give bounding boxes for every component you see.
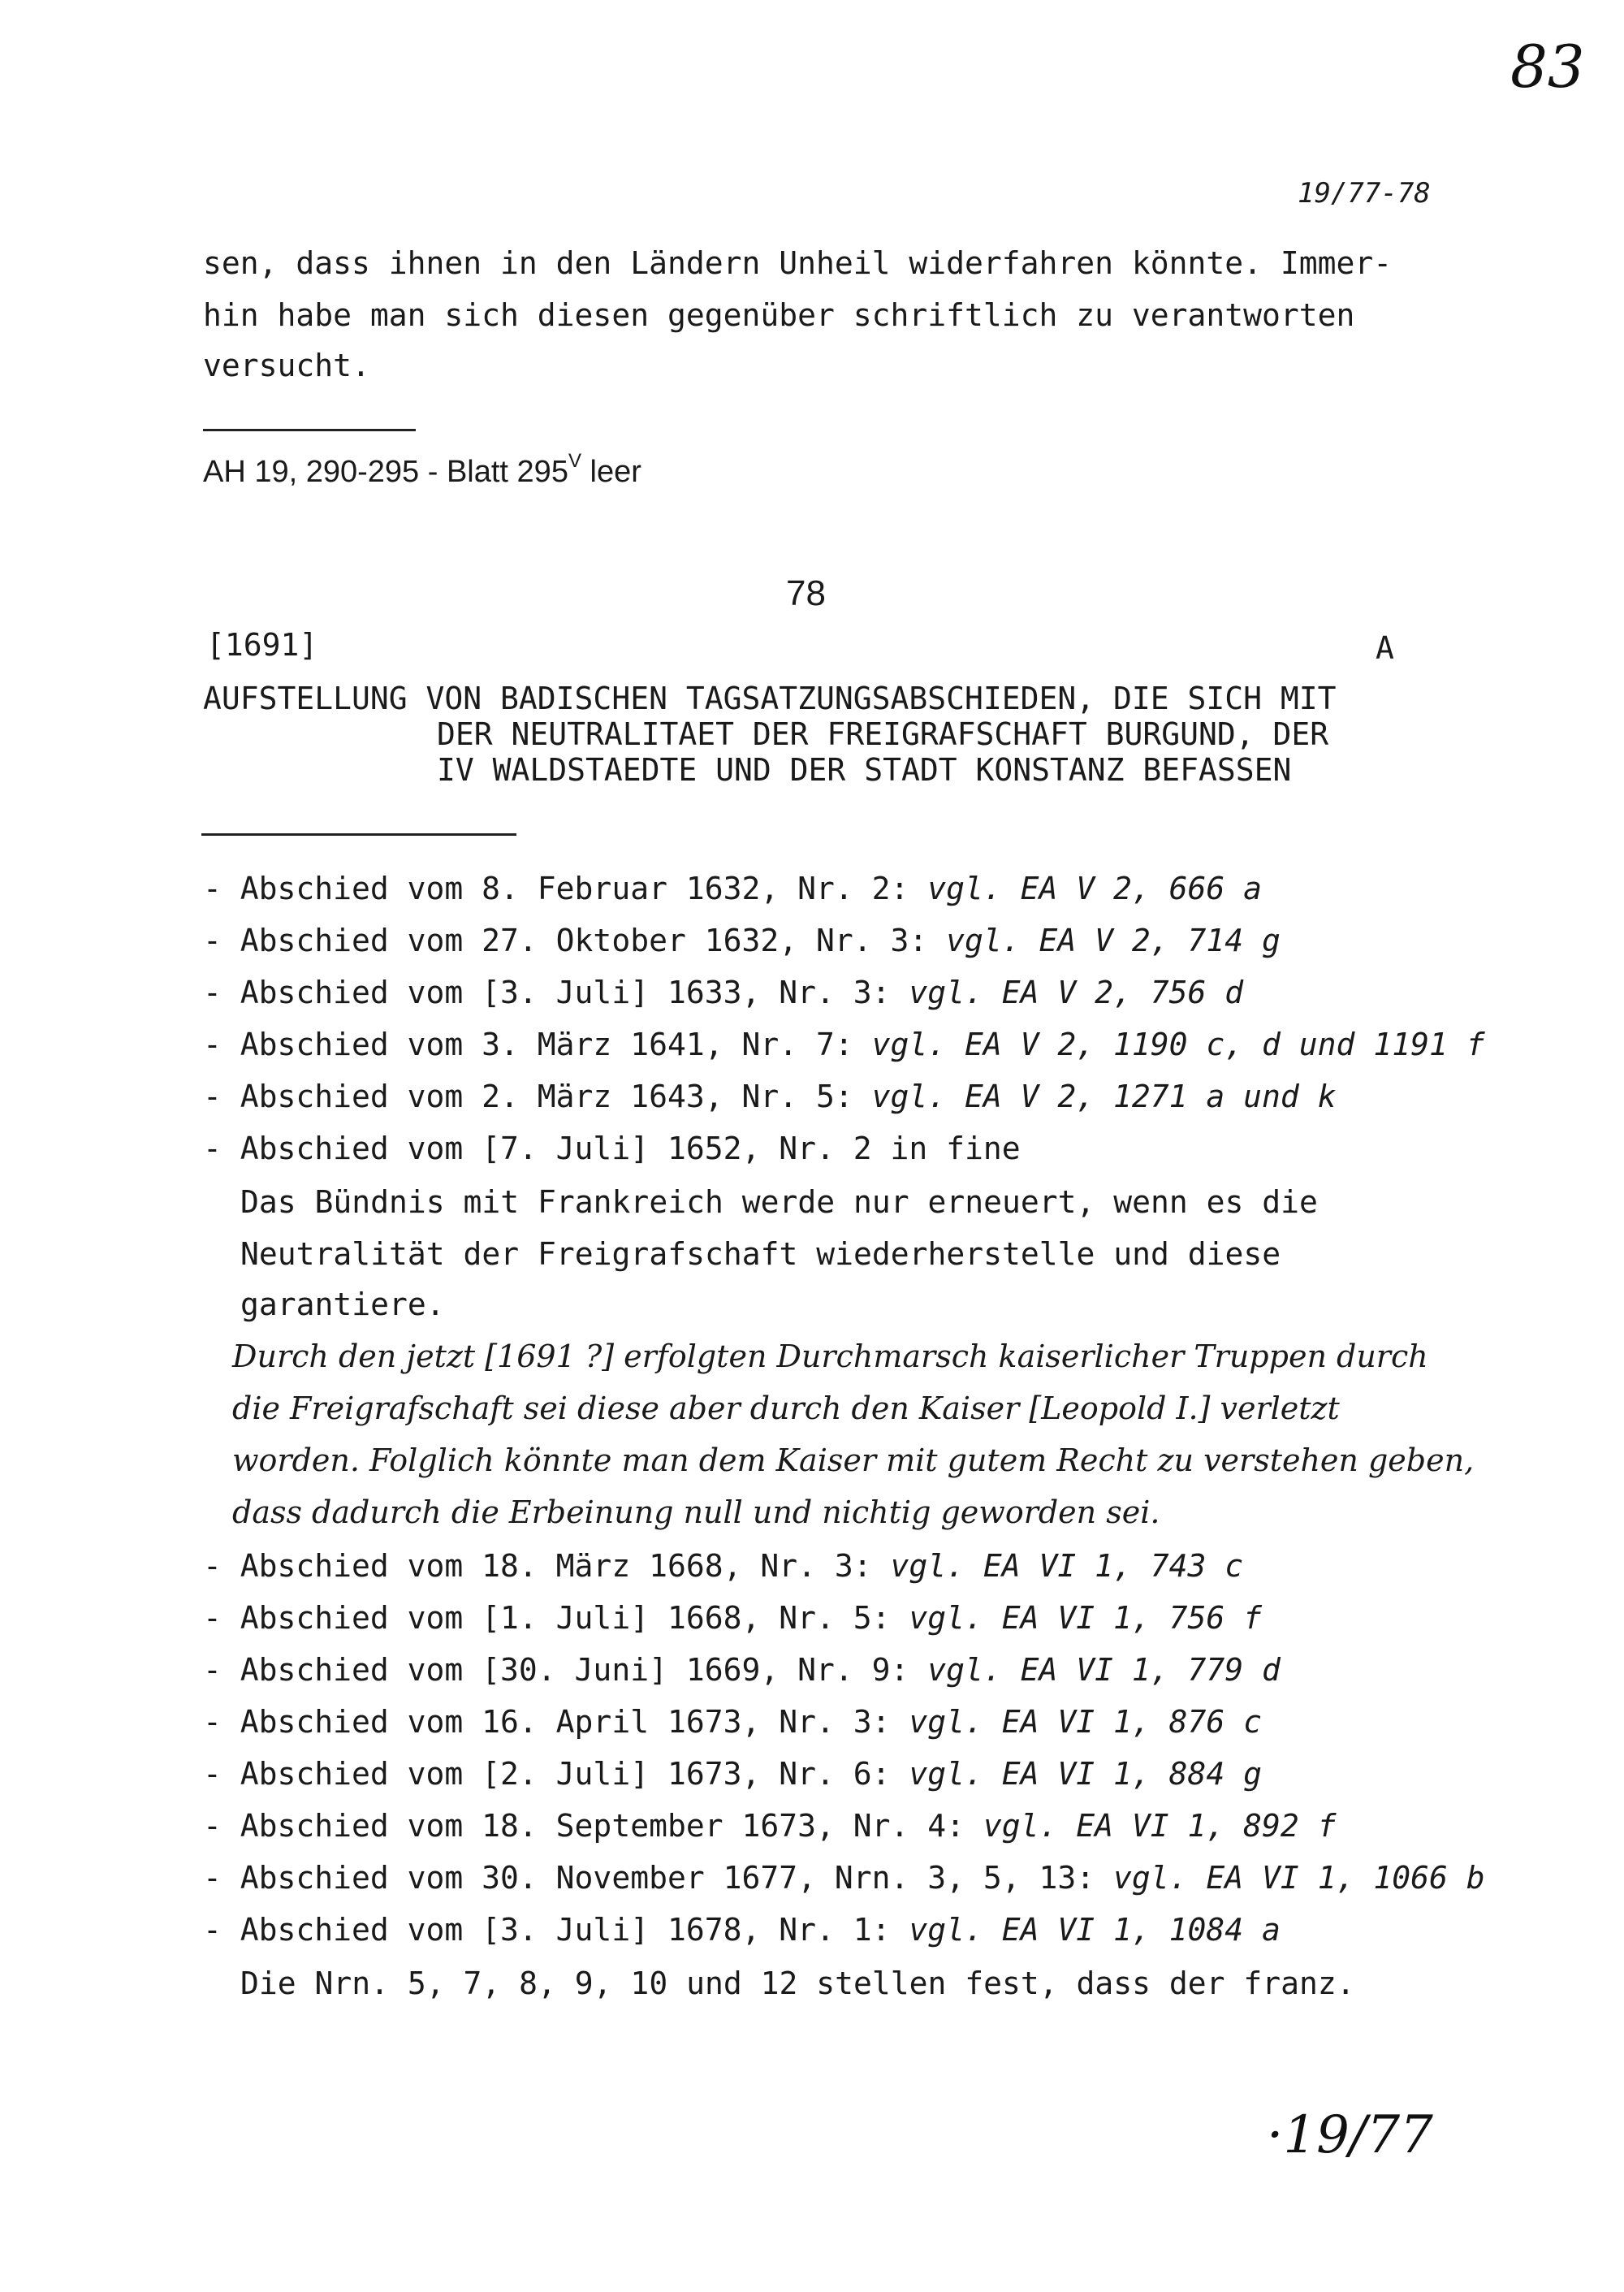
list-item: - Abschied vom 27. Oktober 1632, Nr. 3: vgl. EA V 2, 714 g — [203, 923, 1281, 958]
document-classification: A — [1376, 630, 1394, 666]
paragraph-1652-line-3: garantiere. — [240, 1287, 445, 1322]
commentary-line-1: Durch den jetzt [1691 ?] erfolgten Durchmarsch kaiserlicher Truppen durch — [232, 1338, 1428, 1374]
continuation-line-2: hin habe man sich diesen gegenüber schriftlich zu verantworten — [203, 297, 1355, 333]
handwritten-annotation-bottom: ·19/77 — [1267, 2105, 1433, 2165]
list-item: - Abschied vom 8. Februar 1632, Nr. 2: vgl. EA V 2, 666 a — [203, 871, 1263, 906]
title-line-1: AUFSTELLUNG VON BADISCHEN TAGSATZUNGSABSCHIEDEN, DIE SICH MIT — [203, 681, 1337, 716]
handwritten-page-number: 83 — [1510, 32, 1585, 101]
document-date: [1691] — [206, 627, 318, 663]
continuation-line-1: sen, dass ihnen in den Ländern Unheil widerfahren könnte. Immer- — [203, 245, 1393, 281]
separator-rule-top — [203, 429, 416, 431]
list-item: - Abschied vom [7. Juli] 1652, Nr. 2 in fine — [203, 1131, 1021, 1166]
commentary-line-4: dass dadurch die Erbeinung null und nichtig geworden sei. — [232, 1494, 1160, 1530]
title-line-3: IV WALDSTAEDTE UND DER STADT KONSTANZ BEFASSEN — [437, 752, 1292, 788]
title-line-2: DER NEUTRALITAET DER FREIGRAFSCHAFT BURGUND, DER — [437, 716, 1329, 752]
source-note — [203, 450, 641, 490]
document-number: 78 — [786, 573, 826, 613]
continuation-line-3: versucht. — [203, 348, 370, 383]
list-item: - Abschied vom 18. September 1673, Nr. 4: vgl. EA VI 1, 892 f — [203, 1808, 1337, 1844]
commentary-line-2: die Freigrafschaft sei diese aber durch den Kaiser [Leopold I.] verletzt — [232, 1390, 1340, 1426]
list-item: - Abschied vom [3. Juli] 1633, Nr. 3: vgl. EA V 2, 756 d — [203, 975, 1244, 1010]
list-item: - Abschied vom 16. April 1673, Nr. 3: vgl. EA VI 1, 876 c — [203, 1704, 1263, 1740]
commentary-line-3: worden. Folglich könnte man dem Kaiser mit gutem Recht zu verstehen geben, — [232, 1442, 1475, 1478]
source-note-prefix: AH 19, 290-295 - Blatt 295 — [203, 455, 568, 489]
list-item: - Abschied vom [30. Juni] 1669, Nr. 9: vgl. EA VI 1, 779 d — [203, 1652, 1281, 1688]
list-item: - Abschied vom [2. Juli] 1673, Nr. 6: vgl. EA VI 1, 884 g — [203, 1756, 1263, 1792]
list-item: - Abschied vom 18. März 1668, Nr. 3: vgl. EA VI 1, 743 c — [203, 1548, 1244, 1584]
separator-rule-title — [201, 833, 516, 836]
list-item: - Abschied vom 2. März 1643, Nr. 5: vgl. EA V 2, 1271 a und k — [203, 1079, 1337, 1114]
list-item: - Abschied vom [1. Juli] 1668, Nr. 5: vgl. EA VI 1, 756 f — [203, 1600, 1263, 1636]
reference-number: 19/77-78 — [1298, 177, 1431, 210]
paragraph-1652-line-2: Neutralität der Freigrafschaft wiederherstelle und diese — [240, 1236, 1281, 1272]
list-item: - Abschied vom 30. November 1677, Nrn. 3, 5, 13: vgl. EA VI 1, 1066 b — [203, 1860, 1485, 1896]
list-item: - Abschied vom 3. März 1641, Nr. 7: vgl. EA V 2, 1190 c, d und 1191 f — [203, 1027, 1485, 1062]
paragraph-1652-line-1: Das Bündnis mit Frankreich werde nur erneuert, wenn es die — [240, 1184, 1318, 1220]
source-note-suffix: leer — [581, 455, 641, 489]
source-note-superscript: V — [568, 450, 581, 472]
closing-line: Die Nrn. 5, 7, 8, 9, 10 und 12 stellen fest, dass der franz. — [240, 1965, 1355, 2001]
list-item: - Abschied vom [3. Juli] 1678, Nr. 1: vgl. EA VI 1, 1084 a — [203, 1912, 1281, 1948]
